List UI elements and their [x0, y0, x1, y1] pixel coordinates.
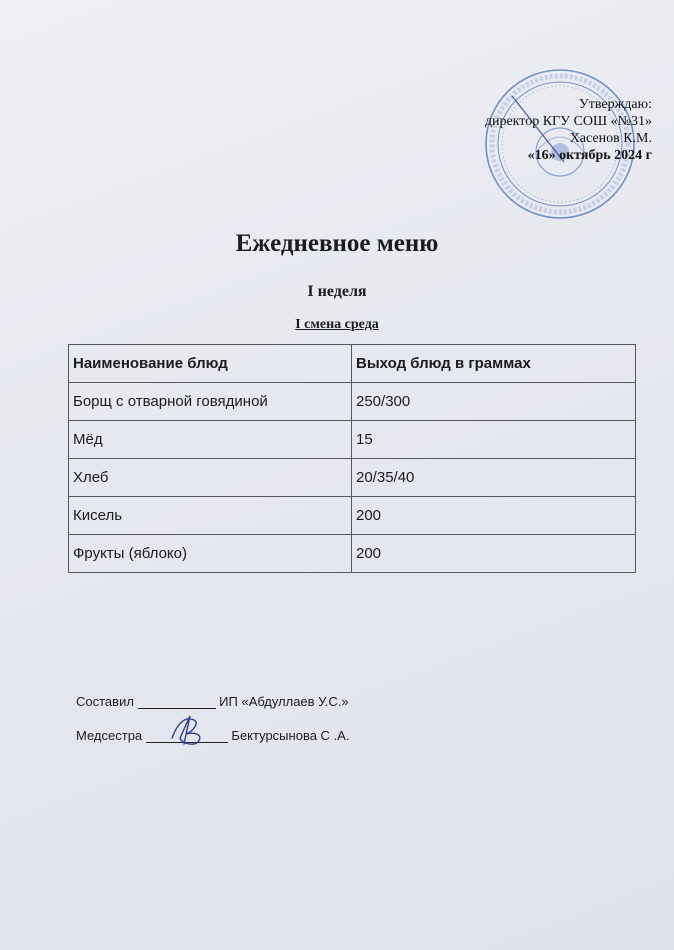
- weight-cell: 15: [352, 421, 636, 459]
- weight-cell: 200: [352, 497, 636, 535]
- approval-name: Хасенов К.М.: [569, 131, 652, 146]
- dish-cell: Борщ с отварной говядиной: [69, 383, 352, 421]
- page-title: Ежедневное меню: [235, 230, 439, 257]
- compiled-name: ИП «Абдуллаев У.С.»: [219, 694, 349, 709]
- week-label: I неделя: [307, 283, 367, 300]
- table-row: [69, 421, 636, 459]
- approval-director: директор КГУ СОШ «№31»: [484, 114, 652, 129]
- menu-table: [68, 344, 636, 573]
- dish-cell: Хлеб: [69, 459, 352, 497]
- dish-cell: Мёд: [69, 421, 352, 459]
- compiled-label: Составил: [76, 694, 134, 709]
- table-row: [69, 383, 636, 421]
- weight-cell: 20/35/40: [352, 459, 636, 497]
- table-header-row: [69, 345, 636, 383]
- table-row: [69, 497, 636, 535]
- shift-label: I смена среда: [295, 317, 379, 332]
- header-dish: Наименование блюд: [69, 345, 352, 383]
- weight-cell: 200: [352, 535, 636, 573]
- signature-underline: [138, 708, 216, 709]
- handwritten-signature-icon: [168, 712, 214, 748]
- nurse-name: Бектурсынова С .А.: [231, 728, 350, 743]
- table-row: [69, 459, 636, 497]
- approval-heading: Утверждаю:: [578, 97, 652, 112]
- table-row: [69, 535, 636, 573]
- header-weight: Выход блюд в граммах: [352, 345, 636, 383]
- approval-date: «16» октябрь 2024 г: [527, 148, 652, 163]
- dish-cell: Фрукты (яблоко): [69, 535, 352, 573]
- dish-cell: Кисель: [69, 497, 352, 535]
- compiled-by-line: [76, 694, 349, 709]
- approval-block: [485, 96, 652, 164]
- weight-cell: 250/300: [352, 383, 636, 421]
- nurse-label: Медсестра: [76, 728, 143, 743]
